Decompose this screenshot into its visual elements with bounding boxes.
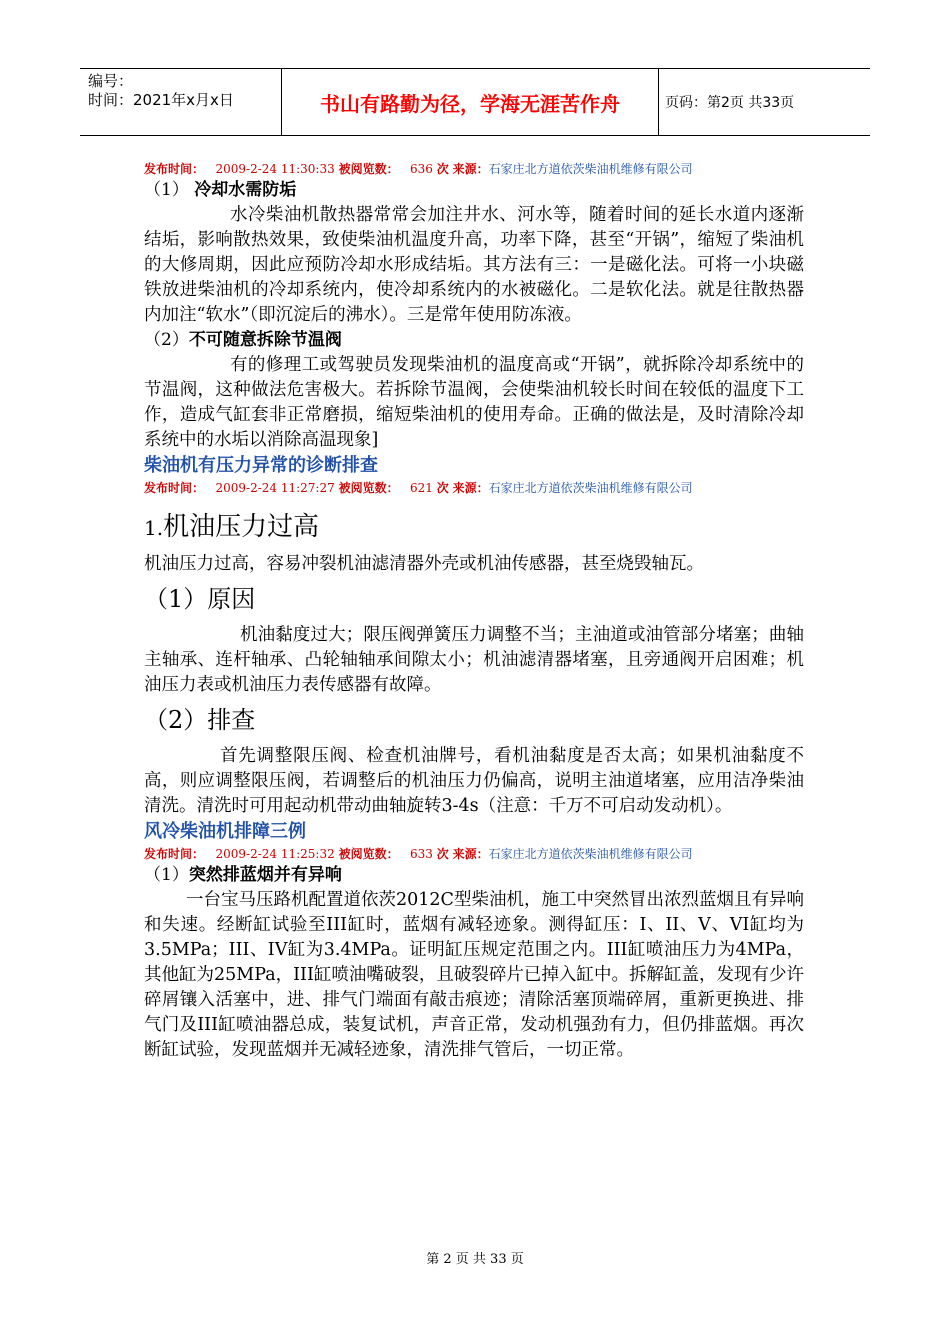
article2-views: 621 [410,481,433,495]
article3-source: 石家庄北方道依茨柴油机维修有限公司 [488,847,693,861]
article2-title[interactable]: 柴油机有压力异常的诊断排查 [144,455,378,476]
article3-paragraph-1: 一台宝马压路机配置道依茨2012C型柴油机，施工中突然冒出浓烈蓝烟且有异响和失速。经断缸试验至III缸时，蓝烟有减轻迹象。测得缸压：I、II、V、VI缸均为3.5MPa；III、IV缸为3.4MPa。证明缸压规定范围之内。III缸喷油压力为4MPa，其他缸为25MPa，III缸喷油嘴破裂，且破裂碎片已掉入缸中。拆解缸盖，发现有少许碎屑镶入活塞中，进、排气门端面有敲击痕迹；清除活塞顶端碎屑，重新更换进、排气门及III缸喷油器总成，装复试机，声音正常，发动机强劲有力，但仍排蓝烟。再次断缸试验，发现蓝烟并无减轻迹象，清洗排气管后，一切正常。 [144,890,804,1060]
article2-check-text: 首先调整限压阀、检查机油牌号，看机油黏度是否太高；如果机油黏度不高，则应调整限压阀，若调整后的机油压力仍偏高，说明主油道堵塞，应用洁净柴油清洗。清洗时可用起动机带动曲轴旋转3-4s（注意：千万不可启动发动机）。 [144,746,804,816]
article2-time: 2009-2-24 11:27:27 [215,481,335,495]
time-label: 时间：2021年x月x日 [88,91,234,109]
article3-meta: 发布时间： 2009-2-24 11:25:32 被阅览数： 633 次 来源：石家庄北方道依茨柴油机维修有限公司 [144,847,693,861]
article1-subheading-2: （2）不可随意拆除节温阀 [144,330,342,350]
article2-source: 石家庄北方道依茨柴油机维修有限公司 [488,481,693,495]
article2-cause-text: 机油黏度过大；限压阀弹簧压力调整不当；主油道或油管部分堵塞；曲轴主轴承、连杆轴承、凸轮轴轴承间隙太小；机油滤清器堵塞，且旁通阀开启困难；机油压力表或机油压力表传感器有故障。 [144,625,804,695]
article1-paragraph-1: 水冷柴油机散热器常常会加注井水、河水等，随着时间的延长水道内逐渐结垢，影响散热效果，致使柴油机温度升高，功率下降，甚至“开锅”，缩短了柴油机的大修周期，因此应预防冷却水形成结垢。其方法有三：一是磁化法。可将一小块磁铁放进柴油机的冷却系统内，使冷却系统内的水被磁化。二是软化法。就是往散热器内加注“软水”（即沉淀后的沸水）。三是常年使用防冻液。 [144,205,804,325]
article1-views: 636 [410,162,433,176]
article2-cause-heading: （1）原因 [144,585,256,613]
article3-time: 2009-2-24 11:25:32 [215,847,335,861]
article1-subheading-1: （1） 冷却水需防垢 [144,180,297,200]
article2-heading-1: 1.机油压力过高 [144,512,320,542]
header-info-cell [80,69,282,135]
document-body [144,160,804,1063]
motto: 书山有路勤为径，学海无涯苦作舟 [282,69,659,135]
page-header [80,68,870,136]
article1-time: 2009-2-24 11:30:33 [215,162,335,176]
article3-views: 633 [410,847,433,861]
page-info: 页码：第2页 共33页 [665,95,795,111]
article2-intro: 机油压力过高，容易冲裂机油滤清器外壳或机油传感器，甚至烧毁轴瓦。 [144,554,704,574]
article2-meta: 发布时间： 2009-2-24 11:27:27 被阅览数： 621 次 来源：石家庄北方道依茨柴油机维修有限公司 [144,481,693,495]
article3-subheading-1: （1）突然排蓝烟并有异响 [144,865,342,885]
article3-title[interactable]: 风冷柴油机排障三例 [144,821,306,842]
article2-check-heading: （2）排查 [144,706,256,734]
article1-meta: 发布时间： 2009-2-24 11:30:33 被阅览数： 636 次 来源：石家庄北方道依茨柴油机维修有限公司 [144,162,693,176]
article1-paragraph-2: 有的修理工或驾驶员发现柴油机的温度高或“开锅”，就拆除冷却系统中的节温阀，这种做法危害极大。若拆除节温阀，会使柴油机较长时间在较低的温度下工作，造成气缸套非正常磨损，缩短柴油机的使用寿命。正确的做法是，及时清除冷却系统中的水垢以消除高温现象] [144,355,804,450]
page-footer: 第 2 页 共 33 页 [426,1252,524,1267]
number-label: 编号： [88,72,134,90]
article1-source: 石家庄北方道依茨柴油机维修有限公司 [488,162,693,176]
